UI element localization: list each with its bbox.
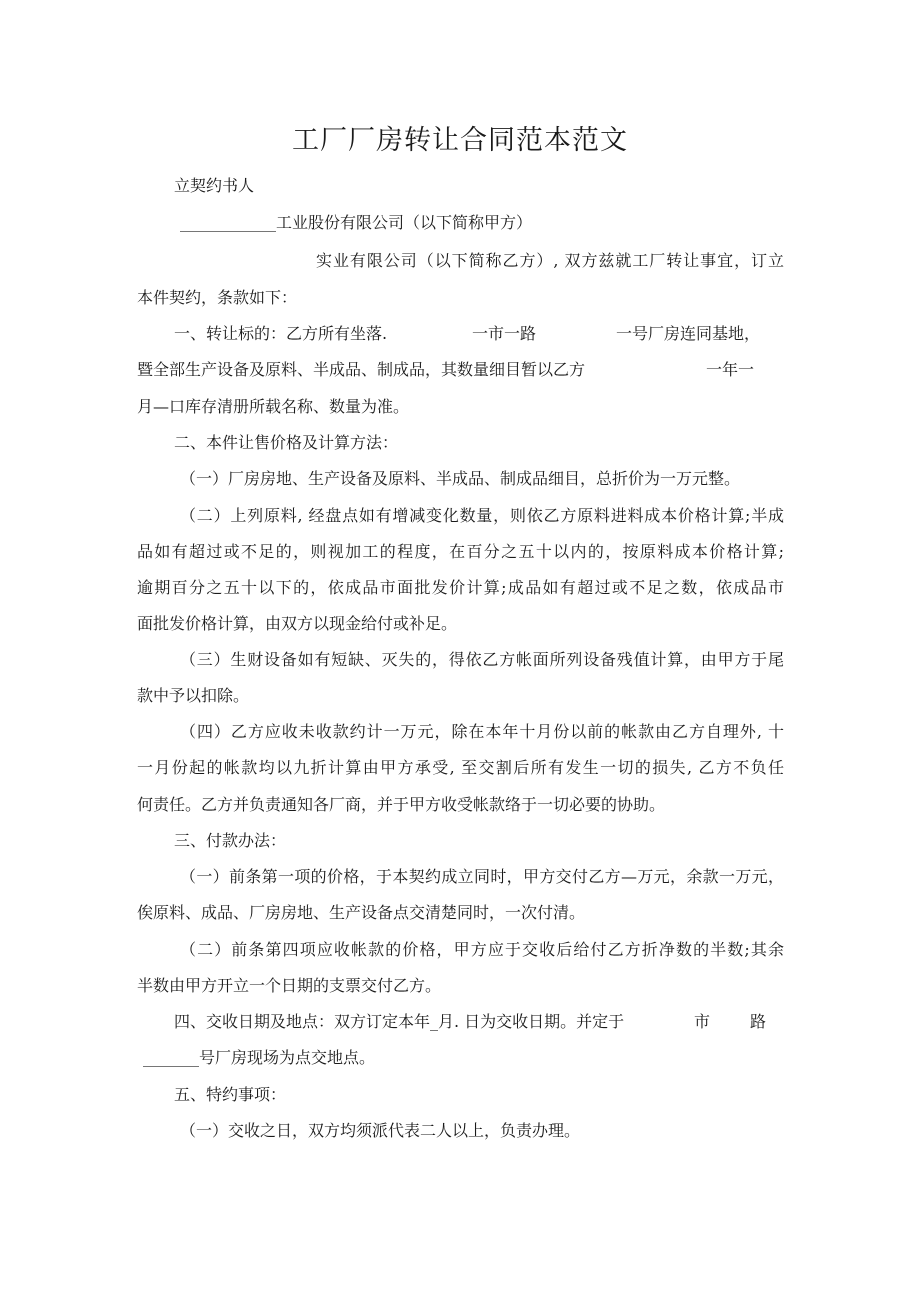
paragraph-line: 俟原料、成品、厂房房地、生产设备点交清楚同时，一次付清。 <box>137 903 586 922</box>
document-title: 工厂厂房转让合同范本范文 <box>292 125 628 156</box>
paragraph-line: 半数由甲方开立一个日期的支票交付乙方。 <box>137 976 442 995</box>
section-heading: 五、特约事项： <box>174 1085 287 1104</box>
paragraph-line: （一）交收之日，双方均须派代表二人以上，负责办理。 <box>180 1121 581 1140</box>
party-a-line: ____________工业股份有限公司（以下简称甲方） <box>180 213 533 232</box>
paragraph-line: 月—口库存清册所载名称、数量为准。 <box>137 397 410 416</box>
paragraph-fragment: 市 <box>694 1012 711 1031</box>
paragraph-line: （三）生财设备如有短缺、灭失的，得依乙方帐面所列设备残值计算，由甲方于尾 <box>180 650 784 669</box>
paragraph-fragment: 一号厂房连同基地， <box>616 324 761 343</box>
paragraph-line: 暨全部生产设备及原料、半成品、制成品，其数量细目暂以乙方 <box>137 360 586 379</box>
paragraph-fragment: 路 <box>750 1012 767 1031</box>
paragraph-line: 面批发价格计算，由双方以现金给付或补足。 <box>137 614 458 633</box>
contract-parties-heading: 立契约书人 <box>174 176 255 195</box>
paragraph-line: （一）厂房房地、生产设备及原料、半成品、制成品细目，总折价为一万元整。 <box>180 469 741 488</box>
paragraph-line: 何责任。乙方并负责通知各厂商，并于甲方收受帐款络于一切必要的协助。 <box>137 795 666 814</box>
paragraph-line: （二）上列原料, 经盘点如有增减变化数量，则依乙方原料进料成本价格计算;半成 <box>180 506 784 525</box>
section-heading: 二、本件让售价格及计算方法： <box>174 433 399 452</box>
paragraph-fragment: 一年一 <box>706 360 755 379</box>
paragraph-line: （一）前条第一项的价格，于本契约成立同时，甲方交付乙方—万元，余款一万元， <box>180 867 784 886</box>
paragraph-line: 品如有超过或不足的，则视加工的程度，在百分之五十以内的，按原料成本价格计算; <box>137 542 784 561</box>
paragraph-line: （二）前条第四项应收帐款的价格，甲方应于交收后给付乙方折净数的半数;其余 <box>180 940 784 959</box>
paragraph-fragment: 一市一路 <box>472 324 537 343</box>
party-b-line: 实业有限公司（以下简称乙方）, 双方兹就工厂转让事宜，订立 <box>316 251 784 270</box>
section-heading: 四、交收日期及地点：双方订定本年_月. 日为交收日期。并定于 <box>174 1012 625 1031</box>
paragraph-line: 一月份起的帐款均以九折计算由甲方承受, 至交割后所有发生一切的损失, 乙方不负任 <box>137 758 784 777</box>
paragraph-line: 本件契约，条款如下： <box>137 288 298 307</box>
paragraph-line: 逾期百分之五十以下的，依成品市面批发价计算;成品如有超过或不足之数，依成品市 <box>137 578 784 597</box>
paragraph-line: 款中予以扣除。 <box>137 686 250 705</box>
paragraph-line: （四）乙方应收未收款约计一万元，除在本年十月份以前的帐款由乙方自理外, 十 <box>180 722 784 741</box>
section-heading: 三、付款办法： <box>174 831 287 850</box>
section-heading: 一、转让标的：乙方所有坐落. <box>174 324 388 343</box>
paragraph-line: _______号厂房现场为点交地点。 <box>143 1048 376 1067</box>
